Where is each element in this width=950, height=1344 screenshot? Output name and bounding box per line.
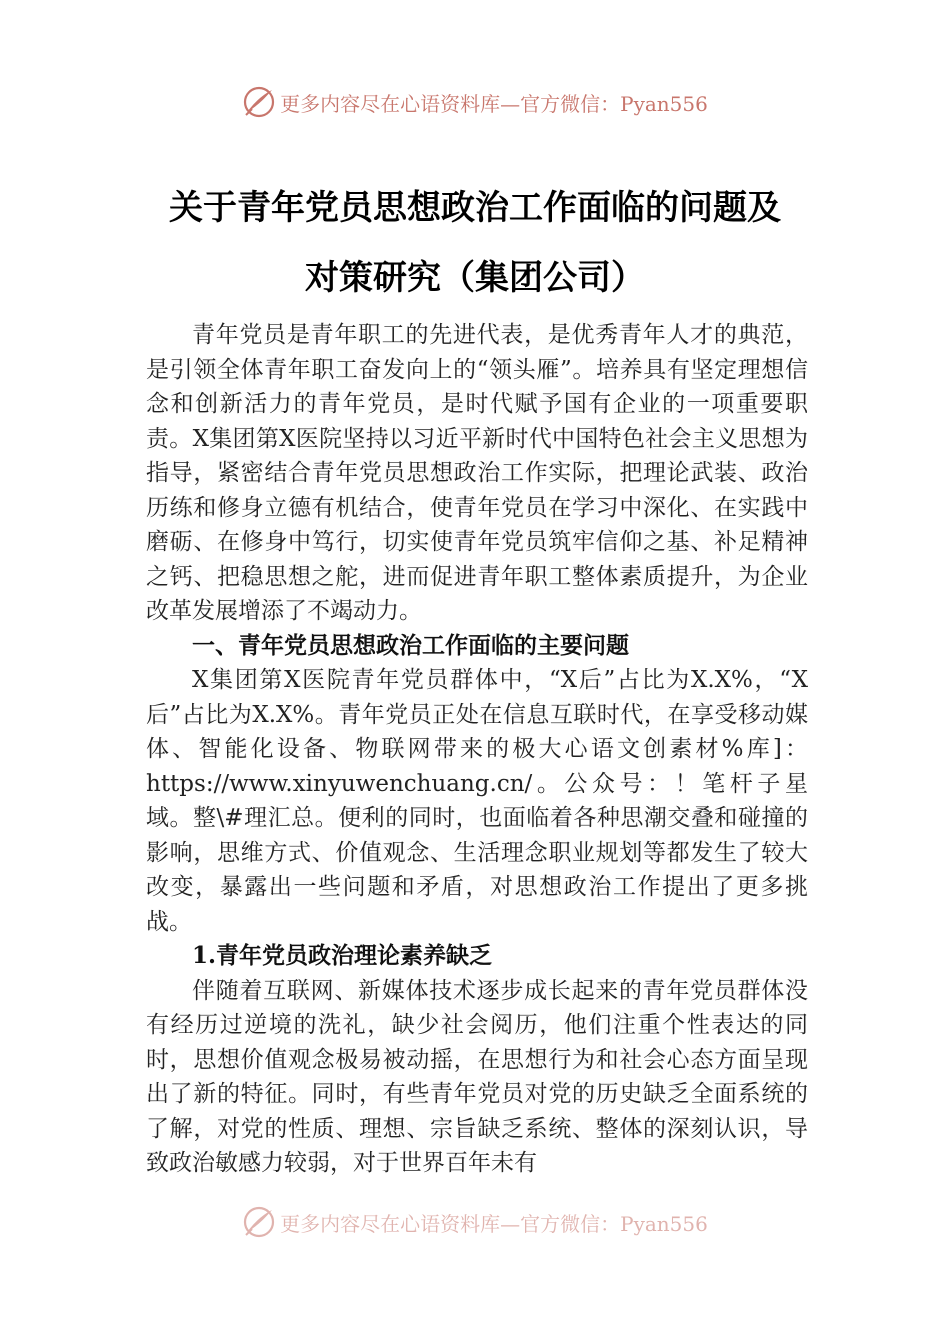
section-heading: 一、青年党员思想政治工作面临的主要问题 (192, 632, 629, 659)
footer-watermark (0, 1204, 950, 1240)
document-body (146, 318, 808, 1216)
quill-logo-icon (242, 1205, 276, 1239)
watermark-text: 更多内容尽在心语资料库—官方微信：Pyan556 (280, 91, 708, 116)
quill-logo-icon (242, 85, 276, 119)
header-watermark (0, 84, 950, 120)
section-paragraph: X集团第X医院青年党员群体中，“X后”占比为X.X%，“X后”占比为X.X%。青年党员正处在信息互联时代，在享受移动媒体、智能化设备、物联网带来的极大心语文创素材%库]：https://www.xinyuwenchuang.cn/。公众号：！笔杆子星域。整\#理汇总。便利的同时，也面临着各种思潮交叠和碰撞的影响，思维方式、价值观念、生活理念职业规划等都发生了较大改变，暴露出一些问题和矛盾，对思想政治工作提出了更多挑战。 (146, 667, 808, 935)
document-title-line-1: 关于青年党员思想政治工作面临的问题及 (169, 188, 781, 228)
subsection-heading: 1.青年党员政治理论素养缺乏 (192, 942, 493, 969)
subsection-paragraph: 伴随着互联网、新媒体技术逐步成长起来的青年党员群体没有经历过逆境的洗礼，缺少社会阅历，他们注重个性表达的同时，思想价值观念极易被动摇，在思想行为和社会心态方面呈现出了新的特征。同时，有些青年党员对党的历史缺乏全面系统的了解，对党的性质、理想、宗旨缺乏系统、整体的深刻认识，导致政治敏感力较弱，对于世界百年未有 (146, 977, 808, 1176)
intro-paragraph: 青年党员是青年职工的先进代表，是优秀青年人才的典范，是引领全体青年职工奋发向上的“领头雁”。培养具有坚定理想信念和创新活力的青年党员，是时代赋予国有企业的一项重要职责。X集团第X医院坚持以习近平新时代中国特色社会主义思想为指导，紧密结合青年党员思想政治工作实际，把理论武装、政治历练和修身立德有机结合，使青年党员在学习中深化、在实践中磨砺、在修身中笃行，切实使青年党员筑牢信仰之基、补足精神之钙、把稳思想之舵，进而促进青年职工整体素质提升，为企业改革发展增添了不竭动力。 (146, 322, 808, 624)
watermark-text: 更多内容尽在心语资料库—官方微信：Pyan556 (280, 1211, 708, 1236)
document-title-line-2: 对策研究（集团公司） (305, 258, 645, 298)
